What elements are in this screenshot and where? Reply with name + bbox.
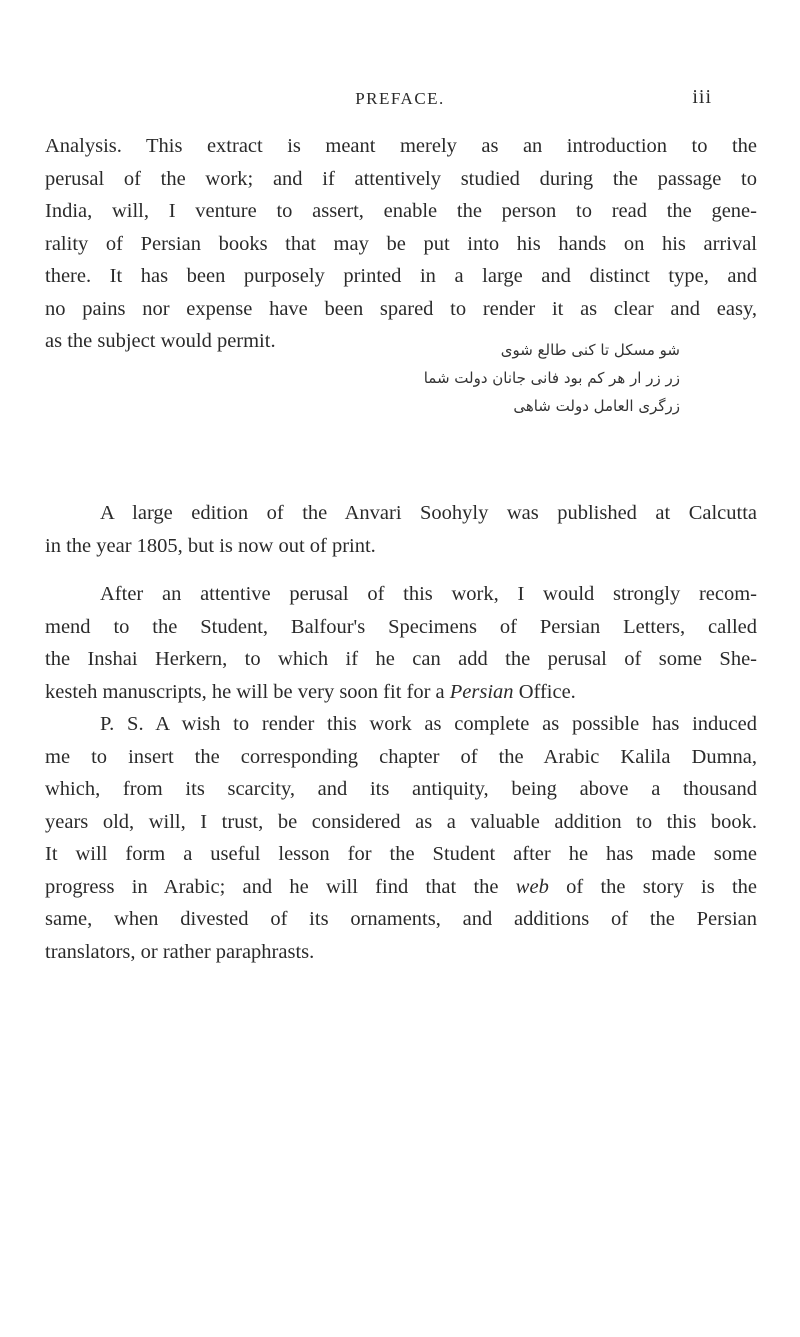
running-head: PREFACE. — [355, 89, 445, 108]
paragraph-postscript — [45, 708, 757, 968]
text-fragment: Office. — [513, 680, 576, 703]
persian-verse-line: زر زر ار هر کم بود فانی جانان دولت شما — [423, 369, 680, 387]
text-line: translators, or rather paraphrasts. — [45, 940, 315, 963]
text-line: as the subject would permit. — [45, 330, 276, 352]
text-line: same, when divested of its ornaments, and additions of the Persian — [45, 908, 757, 930]
text-line: India, will, I venture to assert, enable the person to read the gene- — [45, 200, 757, 222]
text-line: me to insert the corresponding chapter of the Arabic Kalila Dumna, — [45, 745, 757, 768]
italic-word: Persian — [449, 680, 514, 703]
page-header — [0, 86, 800, 116]
text-line: which, from its scarcity, and its antiquity, being above a thousand — [45, 778, 757, 800]
text-fragment: progress in Arabic; and he will find that the — [45, 875, 516, 898]
paragraph-anvari-edition — [45, 497, 757, 562]
italic-word: web — [515, 875, 549, 898]
text-line — [45, 871, 757, 904]
text-line: mend to the Student, Balfour's Specimens of Persian Letters, called — [45, 615, 757, 638]
text-line: there. It has been purposely printed in a large and distinct type, and — [45, 265, 757, 287]
text-line: years old, will, I trust, be considered as a valuable addition to this book. — [45, 810, 757, 833]
text-line: the Inshai Herkern, to which if he can add the perusal of some She- — [45, 648, 757, 670]
persian-verse-line: شو مسکل تا کنی طالع شوی — [500, 341, 680, 359]
text-line: It will form a useful lesson for the Student after he has made some — [45, 843, 757, 865]
text-line: Analysis. This extract is meant merely as an introduction to the — [45, 135, 757, 157]
text-fragment: kesteh manuscripts, he will be very soon fit for a — [45, 680, 450, 703]
text-line — [45, 676, 757, 709]
paragraph-recommendation — [45, 578, 757, 708]
paragraph-analysis — [45, 130, 757, 358]
text-line: rality of Persian books that may be put into his hands on his arrival — [45, 232, 757, 255]
text-line: perusal of the work; and if attentively studied during the passage to — [45, 167, 757, 190]
text-line: in the year 1805, but is now out of print. — [45, 534, 376, 557]
text-line: After an attentive perusal of this work, I would strongly recom- — [100, 583, 757, 605]
text-line: P. S. A wish to render this work as complete as possible has induced — [100, 713, 757, 735]
page-number: iii — [692, 86, 712, 108]
text-line: A large edition of the Anvari Soohyly was published at Calcutta — [100, 502, 757, 524]
persian-verse-line: زرگری العامل دولت شاهی — [513, 397, 680, 415]
persian-verse — [200, 336, 680, 420]
text-fragment: of the story is the — [548, 875, 758, 898]
text-line: no pains nor expense have been spared to render it as clear and easy, — [45, 297, 757, 320]
